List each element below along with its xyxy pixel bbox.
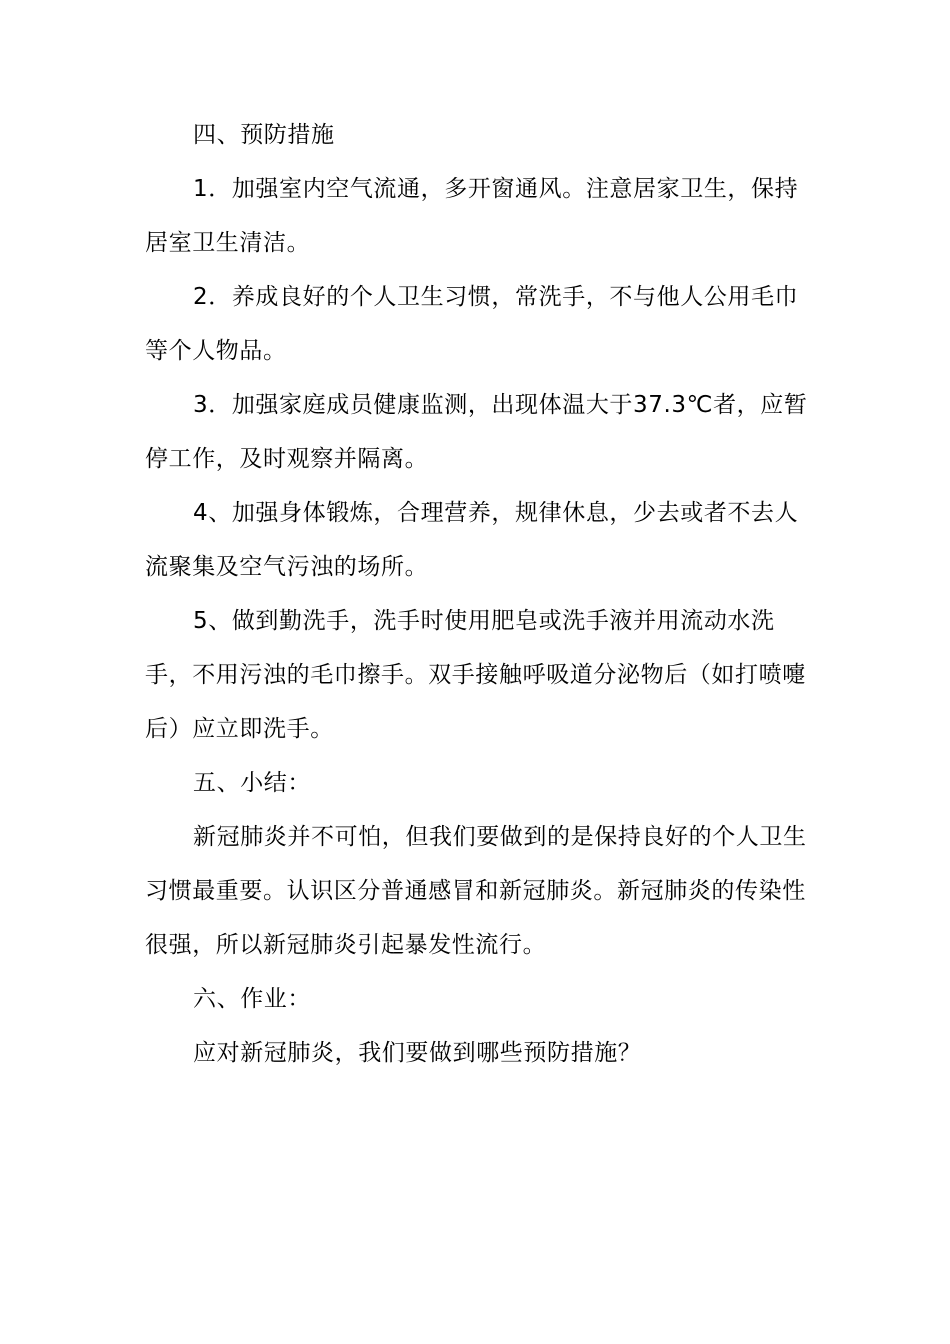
paragraph-summary: 新冠肺炎并不可怕，但我们要做到的是保持良好的个人卫生习惯最重要。认识区分普通感冒和新冠肺炎。新冠肺炎的传染性很强，所以新冠肺炎引起暴发性流行。 (145, 824, 807, 958)
section-heading-homework: 六、作业： (193, 986, 311, 1012)
section-heading-prevention: 四、预防措施 (193, 122, 335, 148)
paragraph-item-1: 1．加强室内空气流通，多开窗通风。注意居家卫生，保持居室卫生清洁。 (145, 176, 799, 256)
section-heading-summary: 五、小结： (193, 770, 311, 796)
paragraph-item-2: 2．养成良好的个人卫生习惯，常洗手，不与他人公用毛巾等个人物品。 (145, 284, 799, 364)
paragraph-item-4: 4、加强身体锻炼，合理营养，规律休息，少去或者不去人流聚集及空气污浊的场所。 (145, 500, 799, 580)
paragraph-homework: 应对新冠肺炎，我们要做到哪些预防措施？ (193, 1040, 642, 1066)
paragraph-item-3: 3．加强家庭成员健康监测，出现体温大于37.3℃者，应暂停工作，及时观察并隔离。 (145, 392, 808, 472)
paragraph-item-5: 5、做到勤洗手，洗手时使用肥皂或洗手液并用流动水洗手，不用污浊的毛巾擦手。双手接触呼吸道分泌物后（如打喷嚏后）应立即洗手。 (145, 608, 806, 742)
document-body (145, 108, 810, 1080)
